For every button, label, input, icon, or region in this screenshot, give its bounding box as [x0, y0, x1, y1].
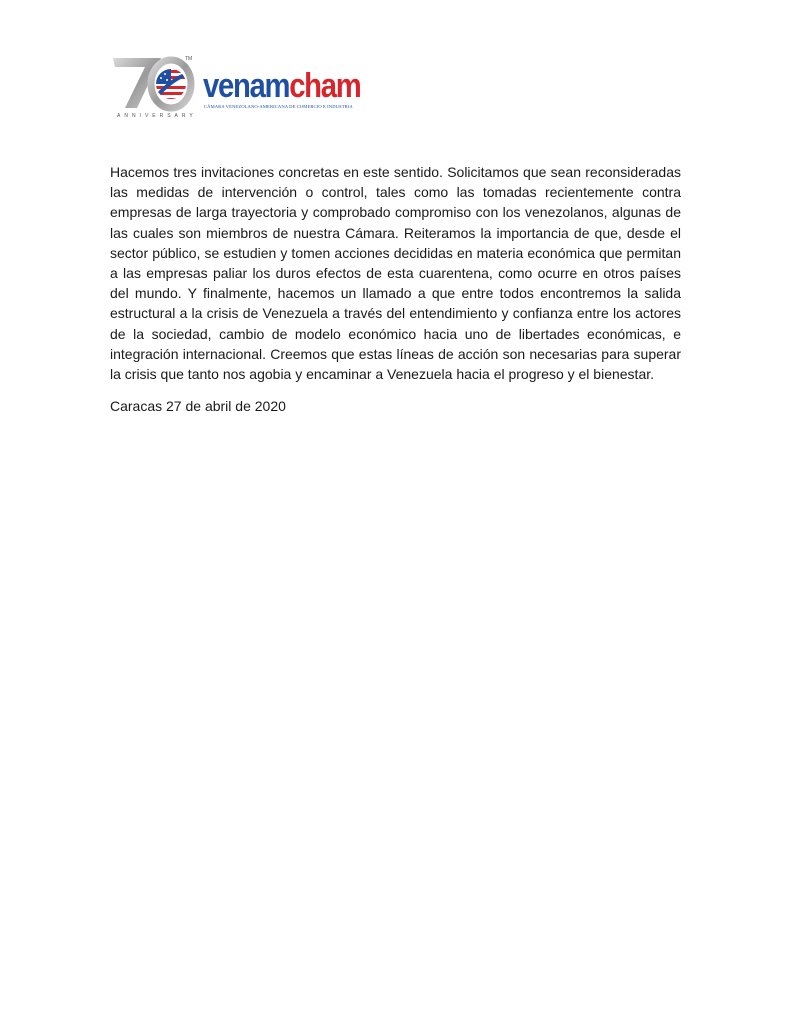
brand-part-cham: cham	[289, 67, 361, 105]
trademark-mark: TM	[185, 56, 193, 62]
anniversary-70-emblem	[111, 56, 201, 118]
brand-wordmark	[203, 68, 360, 104]
date-line: Caracas 27 de abril de 2020	[110, 398, 286, 414]
venamcham-logo	[111, 56, 361, 126]
anniversary-label: ANNIVERSARY	[117, 113, 197, 119]
body-paragraph: Hacemos tres invitaciones concretas en este sentido. Solicitamos que sean reconsideradas las medidas de intervención o control, tales como las tomadas recientemente contra empresas de larga trayectoria y comprobado compromiso con los venezolanos, algunas de las cuales son miembros de nuestra Cámara. Reiteramos la importancia de que, desde el sector público, se estudien y tomen acciones decididas en materia económica que permitan a las empresas paliar los duros efectos de esta cuarentena, como ocurre en otros países del mundo. Y finalmente, hacemos un llamado a que entre todos encontremos la salida estructural a la crisis de Venezuela a través del entendimiento y confianza entre los actores de la sociedad, cambio de modelo económico hacia uno de libertades económicas, e integración internacional. Creemos que estas líneas de acción son necesarias para superar la crisis que tanto nos agobia y encaminar a Venezuela hacia el progreso y el bienestar.	[110, 164, 681, 383]
brand-part-venam: venam	[203, 67, 290, 105]
brand-subtitle: CÁMARA VENEZOLANO-AMERICANA DE COMERCIO E INDUSTRIA	[204, 104, 353, 109]
